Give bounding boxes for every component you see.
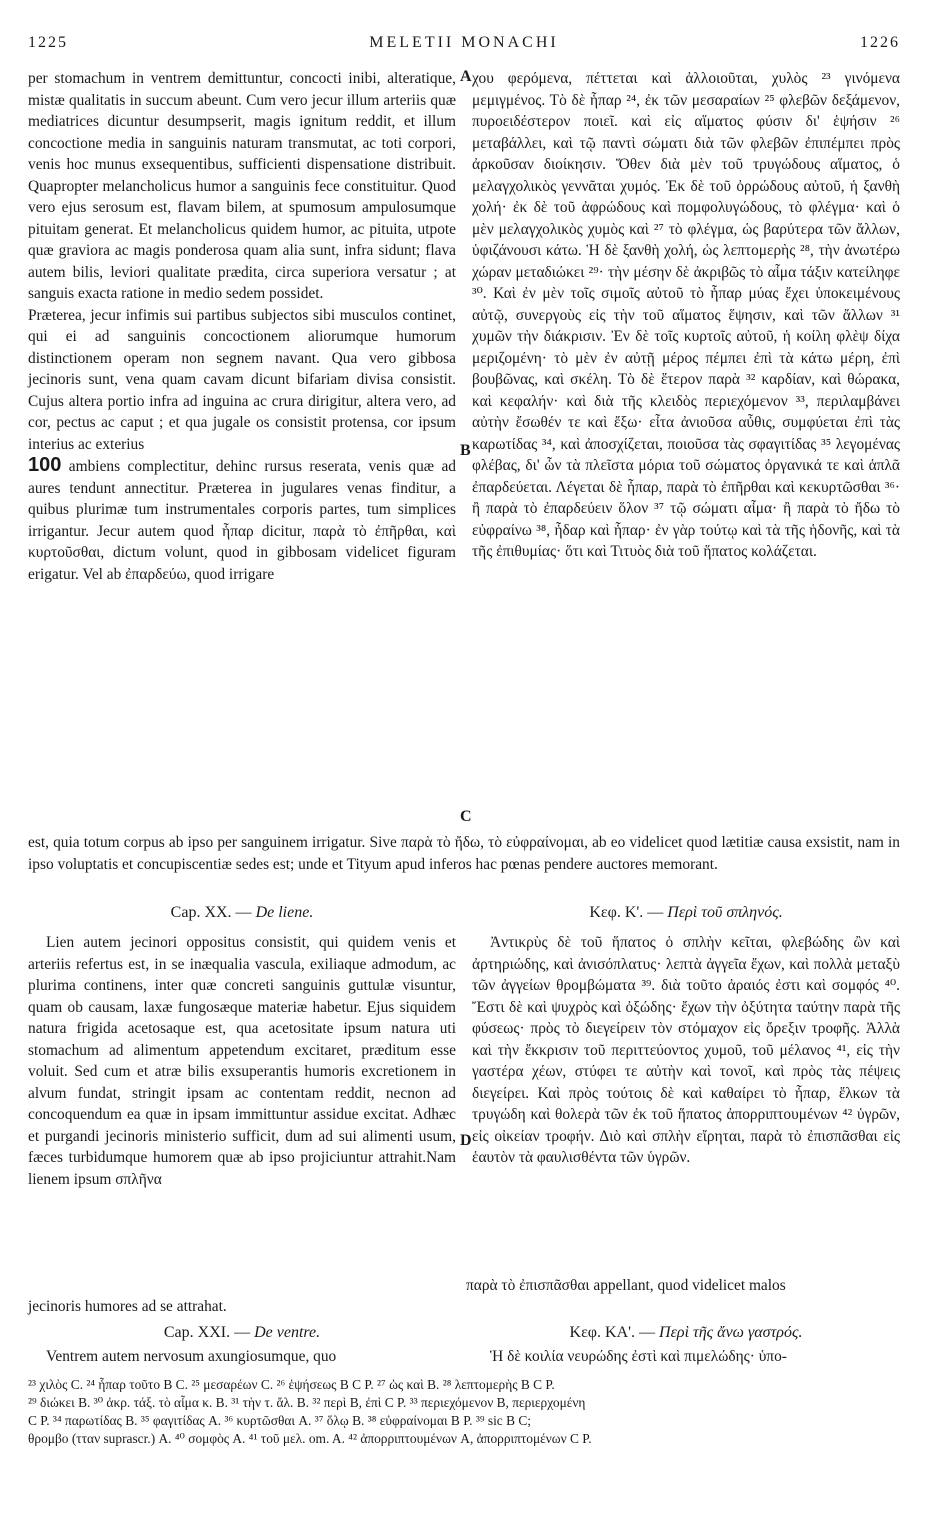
footnote-line: ²³ χιλὸς C. ²⁴ ἧπαρ τοῦτο B C. ²⁵ μεσαρέων C. ²⁶ ἑψήσεως B C P. ²⁷ ὡς καὶ B. ²⁸ λεπτομερὴς B C P.: [28, 1377, 555, 1392]
cap-xxi-greek-text: Ἡ δὲ κοιλία νευρώδης ἐστὶ καὶ πιμελώδης· ὑπο-: [490, 1348, 787, 1365]
cap-xxi-latin-text: Ventrem autem nervosum axungiosumque, quo: [46, 1348, 337, 1365]
full-width-line: est, quia totum corpus ab ipso per sanguinem irrigatur. Sive παρὰ τὸ ἤδω, τὸ εὐφραίνομαι, ab eo videlicet quod lætitiæ causa exsistit, nam in ipso voluptatis et concupiscentiæ sedes est; unde et Tityum apud inferos hac pœnas pendere auctores memorant.: [28, 834, 900, 873]
footnote-line: C P. ³⁴ παρωτίδας B. ³⁵ φαγιτίδας A. ³⁶ κυρτῶσθαι A. ³⁷ ὅλῳ B. ³⁸ εὐφραίνομαι B P. ³⁹ sic B C;: [28, 1413, 532, 1428]
right-page-number: 1226: [860, 34, 900, 51]
greek-paragraph: Ἀντικρὺς δὲ τοῦ ἥπατος ὁ σπλὴν κεῖται, φλεβώδης ὢν καὶ ἀρτηριώδης, καὶ ἀνισόπλατυς· λεπτὰ ἀγγεῖα ἔχων, καὶ πολλὰ μεταξὺ τῶν ἀγγείων θρομβώματα ³⁹. διὰ τοῦτο ἀραιός ἐστι καὶ σομφός ⁴⁰. Ἔστι δὲ καὶ ψυχρὸς καὶ ὀξώδης· ἔχων τὴν ὀξύτητα ταύτην παρὰ τῆς φύσεως· πρὸς τὸ διεγείρειν τὸν στόμαχον εἰς ὄρεξιν τροφῆς. Ἀλλὰ καὶ τὴν ἔκκρισιν τοῦ περιττεύοντος χυμοῦ, τοῦ μέλανος ⁴¹, εἰς τὴν γαστέρα χέων, στύφει τε αὐτὴν καὶ τονοῖ, καὶ πρὸς τὰς πέψεις διεγείρει. Καὶ πρὸς τούτοις δὲ καὶ καθαίρει τὸ ἧπαρ, ἕλκων τὰ τρυγώδη καὶ θολερὰ τῶν ἐκ τοῦ ἥπατος ἀπορριπτουμένων ⁴² ὑγρῶν, εἰς οἰκείαν τροφήν. Διὸ καὶ σπλὴν εἴρηται, παρὰ τὸ ἐπισπᾶσθαι εἰς ἑαυτὸν τὰ φαυλισθέντα τῶν ὑγρῶν.: [472, 934, 900, 1166]
page: [28, 28, 900, 1518]
cap-xx-latin-end: jecinoris humores ad se attrahat.: [28, 1298, 227, 1315]
margin-marker-d: D: [460, 1132, 472, 1149]
running-title: MELETII MONACHI: [369, 34, 559, 51]
margin-marker-c: C: [460, 808, 472, 825]
latin-paragraph: Lien autem jecinori oppositus consistit, qui quidem venis et arteriis refertus est, in se inæqualia vascula, exiliaque admodum, ac plurima continens, inter quæ concreti sanguinis guttulæ visuntur, quam ob causam, laxæ fungosæque materiæ habetur. Ejus siquidem natura frigida acetosaque est, qua acetositate ipsum natura uti stomachum ad alimentum appetendum excitaret, præditum esse voluit. Sed cum et atræ bilis exsuperantis humoris excretionem in alvum fundat, stringit ipsam ac contentam reddit, necnon ad concoquendum ea quæ in ipsam immittuntur assidue excitat. Adhæc et purgandi jecinoris ministerio sufficit, dum ad sui alimenti usum, fæces turbidumque humorem quæ ab ipso projiciuntur attrahit.Nam lienem ipsum σπλῆνα: [28, 934, 456, 1188]
footnote-line: ²⁹ διώκει B. ³⁰ ἀκρ. τάξ. τὸ αἷμα κ. B. ³¹ τὴν τ. ἄλ. B. ³² περὶ B, ἐπὶ C P. ³³ περιεχόμενον B, περιερχομένη: [28, 1395, 586, 1410]
left-page-number: 1225: [28, 34, 68, 51]
cap-xx-latin-text: [28, 932, 456, 1190]
cap-xx-latin-heading: Cap. XX. — De liene.: [170, 904, 314, 921]
cap-xx-greek-heading: Κεφ. Κ'. — Περὶ τοῦ σπληνός.: [589, 904, 783, 921]
cap-xxi-greek-heading: Κεφ. ΚΑ'. — Περὶ τῆς ἄνω γαστρός.: [569, 1324, 803, 1341]
running-header: [28, 28, 900, 56]
cap-xx-greek-text: [472, 932, 900, 1169]
latin-paragraph: [28, 455, 456, 585]
greek-column-top: [472, 68, 900, 563]
folio-marker: 100: [28, 454, 62, 476]
footnote-line: θρομβο (τταν suprascr.) A. ⁴⁰ σομφὸς A. ⁴¹ τοῦ μελ. om. A. ⁴² ἀπορριπτουμένων A, ἀπορριπτομένων C P.: [28, 1431, 592, 1446]
margin-marker-a: A: [460, 68, 472, 85]
latin-paragraph: Præterea, jecur infimis sui partibus subjectos sibi musculos continet, qui ei ad sanguinis concoctionem aliorumque humorum distinctionem operam non segnem navant. Qua vero gibbosa jecinoris sunt, vena quam cavam dicunt bifariam divisa consistit. Cujus altera portio infra ad inguina ac crura dirigitur, altera vero, ad cor, pectus ac caput ; et qua jugale os consistit protensa, cor ipsum interius ac exterius: [28, 306, 456, 453]
margin-marker-b: B: [460, 442, 471, 459]
greek-paragraph: χου φερόμενα, πέττεται καὶ ἀλλοιοῦται, χυλὸς ²³ γινόμενα μεμιγμένος. Τὸ δὲ ἧπαρ ²⁴, ἐκ τῶν μεσαραίων ²⁵ φλεβῶν δεξάμενον, πυροειδέστερον ποιεῖ. καὶ εἰς αἵματος φύσιν δι' ἑψήσιν ²⁶ μεταβάλλει, καὶ τῷ παντὶ σώματι διὰ τῶν φλεβῶν ἐπιπέμπει πρὸς ἀρκοῦσαν διοίκησιν. Ὅθεν διὰ μὲν τοῦ τρυγώδους αἵματος, ὁ μελαγχολικὸς γεννᾶται χυμός. Ἐκ δὲ τοῦ ὀρρώδους αὐτοῦ, ἡ ξανθὴ χολή· ἐκ δὲ τοῦ ἀφρώδους καὶ πομφολυγώδους, τὸ φλέγμα· καὶ ὁ μὲν μελαγχολικὸς χυμὸς καὶ ²⁷ τὸ φλέγμα, ὡς βαρύτερα τῶν ἄλλων, ὑφιζάνουσι κάτω. Ἡ δὲ ξανθὴ χολή, ὡς λεπτομερὴς ²⁸, τὴν ἀνωτέρω χώραν μεταδιώκει ²⁹· τὴν μέσην δὲ ἀκριβῶς τὸ αἷμα τάξιν κατείληφε ³⁰. Καὶ ἐν μὲν τοῖς σιμοῖς αὐτοῦ τὸ ἧπαρ μύας ἔχει ὑποκειμένους αὐτῷ, συνεργοὺς εἰς τὴν τοῦ αἵματος ἕψησιν, καὶ τῶν ἄλλων ³¹ χυμῶν τὴν διάκρισιν. Ἐν δὲ τοῖς κυρτοῖς αὐτοῦ, ἡ κοίλη φλὲψ δίχα μεριζομένη· τὸ μὲν ἐν αὐτῇ μέρος πέμπει ἐπὶ τὰ κάτω μέρη, ἐπὶ βουβῶνας, καὶ σκέλη. Τὸ δὲ ἕτερον παρὰ ³² καρδίαν, καὶ θώρακα, καὶ κεφαλήν· καὶ διὰ τῆς κλειδὸς περιεχόμενον ³³, περιλαμβάνει αὐτὴν ἔσωθέν τε καὶ ἔξω· εἶτα ἀνιοῦσα αὖθις, συμφύεται ἐπὶ τὰς καρωτίδας ³⁴, καὶ ἀποσχίζεται, ποιοῦσα τὰς σφαγιτίδας ³⁵ λεγομένας φλέβας, δι' ὧν τὰ πλεῖστα μόρια τοῦ σώματος ὀργανικά τε καὶ ἁπλᾶ ἐπαρδεύεται. Λέγεται δὲ ἧπαρ, παρὰ τὸ ἐπῆρθαι καὶ κεκυρτῶσθαι ³⁶· ἢ παρὰ τὸ ἐπαρδεύειν ὅλον ³⁷ τῷ σώματι αἷμα· ἢ παρὰ τὸ ἤδω τὸ εὐφραίνω ³⁸, ἦδαρ καὶ ἧπαρ· ἐν γὰρ τούτῳ καὶ τὰ τῆς ἡδονῆς, καὶ τὰ τῆς ἐπιθυμίας· ὅτι καὶ Τιτυὸς διὰ τοῦ ἥπατος κολάζεται.: [472, 70, 900, 560]
latin-paragraph-continued: ambiens complectitur, dehinc rursus reserata, venis quæ ad aures tendunt annectitur. Præterea in jugulares venas finditur, a quibus plurimæ tum instrumentales corporis partes, tum simplices irrigantur. Jecur autem quod ἧπαρ dicitur, παρὰ τὸ ἐπῆρθαι, καὶ κυρτοῦσθαι, dictum volunt, quod in gibbosam videlicet figuram erigatur. Vel ab ἐπαρδεύω, quod irrigare: [28, 458, 456, 583]
latin-paragraph: per stomachum in ventrem demittuntur, concocti inibi, alteratique, mistæ qualitatis in succum abeunt. Cum vero jecur illum arteriis quæ mediatrices dicuntur desumpserit, magis ignitum reddit, et illum concoctione media in sanguinis naturam transmutat, ac toti corpori, venis hoc munus exsequentibus, sufficienti dispensatione distribuit. Quapropter melancholicus humor a sanguinis fece constituitur. Quod vero ejus serosum est, flavam bilem, at spumosum ampulosumque pituitam generat. Et melancholicus quidem humor, ac pituita, utpote quæ graviora ac magis ponderosa quam alia sunt, infra sidunt; flava autem bilis, leviori qualitate prædita, circa superiora versatur ; at sanguis exacta ratione in medio sedem possidet.: [28, 70, 456, 302]
cap-xxi-latin-heading: Cap. XXI. — De ventre.: [163, 1324, 321, 1341]
cap-xx-crossing-line: παρὰ τὸ ἐπισπᾶσθαι appellant, quod videlicet malos: [466, 1277, 786, 1294]
latin-column-top: [28, 68, 456, 585]
footnotes: [28, 1376, 900, 1448]
